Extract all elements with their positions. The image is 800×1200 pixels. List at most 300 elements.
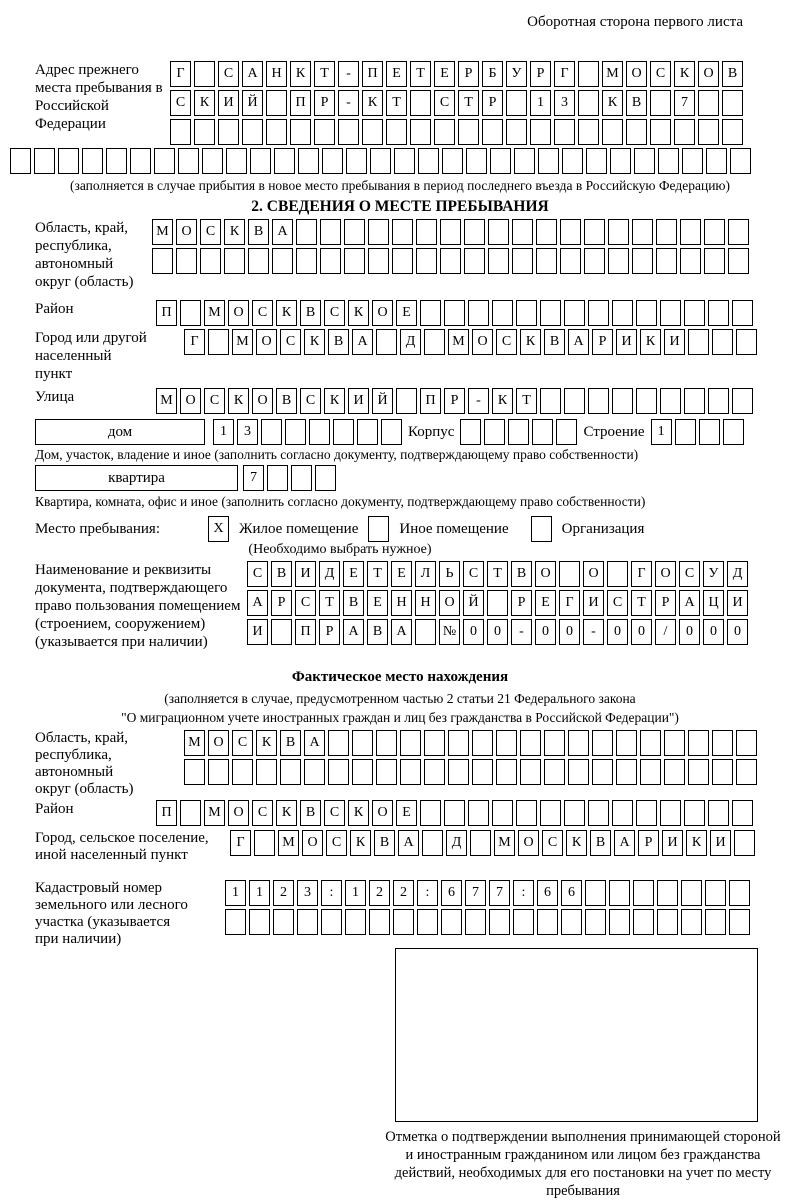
char-cell[interactable]: Г xyxy=(184,329,205,355)
char-cell[interactable] xyxy=(506,119,527,145)
char-cell[interactable] xyxy=(684,800,705,826)
char-cell[interactable] xyxy=(176,248,197,274)
char-cell[interactable] xyxy=(315,465,336,491)
char-cell[interactable]: С xyxy=(200,219,221,245)
char-cell[interactable] xyxy=(578,61,599,87)
char-cell[interactable]: Д xyxy=(446,830,467,856)
char-cell[interactable] xyxy=(152,248,173,274)
char-cell[interactable] xyxy=(489,909,510,935)
char-cell[interactable] xyxy=(180,300,201,326)
char-cell[interactable]: Д xyxy=(727,561,748,587)
char-cell[interactable] xyxy=(344,219,365,245)
char-cell[interactable] xyxy=(290,119,311,145)
char-cell[interactable]: М xyxy=(184,730,205,756)
char-cell[interactable] xyxy=(698,119,719,145)
char-cell[interactable] xyxy=(352,759,373,785)
char-cell[interactable] xyxy=(320,248,341,274)
char-cell[interactable]: А xyxy=(679,590,700,616)
char-cell[interactable] xyxy=(472,759,493,785)
char-cell[interactable]: Е xyxy=(396,300,417,326)
char-cell[interactable]: К xyxy=(228,388,249,414)
char-cell[interactable]: Т xyxy=(367,561,388,587)
char-cell[interactable] xyxy=(681,909,702,935)
char-cell[interactable]: И xyxy=(348,388,369,414)
char-cell[interactable] xyxy=(448,759,469,785)
char-cell[interactable]: К xyxy=(350,830,371,856)
char-cell[interactable]: А xyxy=(391,619,412,645)
char-cell[interactable]: О xyxy=(228,800,249,826)
char-cell[interactable] xyxy=(200,248,221,274)
char-cell[interactable]: У xyxy=(703,561,724,587)
char-cell[interactable]: 0 xyxy=(607,619,628,645)
char-cell[interactable]: И xyxy=(295,561,316,587)
char-cell[interactable] xyxy=(496,759,517,785)
char-cell[interactable]: В xyxy=(276,388,297,414)
char-cell[interactable] xyxy=(291,465,312,491)
char-cell[interactable] xyxy=(636,800,657,826)
char-cell[interactable]: М xyxy=(152,219,173,245)
char-cell[interactable] xyxy=(442,148,463,174)
char-cell[interactable]: О xyxy=(180,388,201,414)
char-cell[interactable] xyxy=(636,300,657,326)
char-cell[interactable] xyxy=(321,909,342,935)
char-cell[interactable] xyxy=(386,119,407,145)
char-cell[interactable] xyxy=(496,730,517,756)
char-cell[interactable]: С xyxy=(252,300,273,326)
char-cell[interactable]: И xyxy=(710,830,731,856)
char-cell[interactable]: Г xyxy=(631,561,652,587)
char-cell[interactable] xyxy=(362,119,383,145)
char-cell[interactable]: М xyxy=(494,830,515,856)
checkbox-other-premises[interactable] xyxy=(368,516,389,542)
char-cell[interactable] xyxy=(225,909,246,935)
char-cell[interactable] xyxy=(285,419,306,445)
char-cell[interactable] xyxy=(418,148,439,174)
char-cell[interactable] xyxy=(537,909,558,935)
char-cell[interactable]: С xyxy=(232,730,253,756)
char-cell[interactable] xyxy=(708,800,729,826)
char-cell[interactable] xyxy=(657,880,678,906)
char-cell[interactable] xyxy=(154,148,175,174)
char-cell[interactable] xyxy=(736,730,757,756)
char-cell[interactable] xyxy=(602,119,623,145)
char-cell[interactable]: И xyxy=(727,590,748,616)
char-cell[interactable]: Й xyxy=(372,388,393,414)
char-cell[interactable] xyxy=(536,248,557,274)
char-cell[interactable]: Е xyxy=(535,590,556,616)
char-cell[interactable]: В xyxy=(300,300,321,326)
char-cell[interactable]: С xyxy=(542,830,563,856)
char-cell[interactable] xyxy=(208,329,229,355)
char-cell[interactable] xyxy=(256,759,277,785)
char-cell[interactable] xyxy=(656,248,677,274)
char-cell[interactable]: - xyxy=(338,90,359,116)
char-cell[interactable] xyxy=(554,119,575,145)
char-cell[interactable] xyxy=(273,909,294,935)
char-cell[interactable]: Б xyxy=(482,61,503,87)
char-cell[interactable]: О xyxy=(439,590,460,616)
char-cell[interactable]: 1 xyxy=(249,880,270,906)
char-cell[interactable] xyxy=(82,148,103,174)
char-cell[interactable]: А xyxy=(352,329,373,355)
char-cell[interactable]: Р xyxy=(592,329,613,355)
char-cell[interactable] xyxy=(633,880,654,906)
char-cell[interactable]: В xyxy=(626,90,647,116)
char-cell[interactable] xyxy=(106,148,127,174)
char-cell[interactable]: А xyxy=(242,61,263,87)
char-cell[interactable] xyxy=(688,730,709,756)
char-cell[interactable] xyxy=(254,830,275,856)
char-cell[interactable]: П xyxy=(420,388,441,414)
char-cell[interactable] xyxy=(396,388,417,414)
char-cell[interactable] xyxy=(376,329,397,355)
char-cell[interactable] xyxy=(578,119,599,145)
char-cell[interactable] xyxy=(698,90,719,116)
char-cell[interactable]: И xyxy=(247,619,268,645)
char-cell[interactable]: Д xyxy=(400,329,421,355)
char-cell[interactable] xyxy=(506,90,527,116)
char-cell[interactable]: В xyxy=(328,329,349,355)
char-cell[interactable]: Р xyxy=(458,61,479,87)
char-cell[interactable] xyxy=(444,300,465,326)
char-cell[interactable] xyxy=(706,148,727,174)
char-cell[interactable] xyxy=(633,909,654,935)
char-cell[interactable] xyxy=(722,119,743,145)
char-cell[interactable] xyxy=(296,248,317,274)
char-cell[interactable] xyxy=(722,90,743,116)
char-cell[interactable]: 2 xyxy=(273,880,294,906)
char-cell[interactable] xyxy=(266,119,287,145)
char-cell[interactable] xyxy=(513,909,534,935)
char-cell[interactable]: Е xyxy=(396,800,417,826)
char-cell[interactable]: № xyxy=(439,619,460,645)
char-cell[interactable] xyxy=(309,419,330,445)
char-cell[interactable]: К xyxy=(304,329,325,355)
char-cell[interactable]: Н xyxy=(415,590,436,616)
char-cell[interactable]: К xyxy=(348,300,369,326)
char-cell[interactable]: О xyxy=(626,61,647,87)
char-cell[interactable] xyxy=(592,759,613,785)
char-cell[interactable]: В xyxy=(271,561,292,587)
char-cell[interactable]: А xyxy=(272,219,293,245)
char-cell[interactable]: В xyxy=(280,730,301,756)
char-cell[interactable]: - xyxy=(511,619,532,645)
char-cell[interactable] xyxy=(376,730,397,756)
char-cell[interactable] xyxy=(608,248,629,274)
char-cell[interactable] xyxy=(728,219,749,245)
char-cell[interactable]: - xyxy=(338,61,359,87)
char-cell[interactable]: В xyxy=(374,830,395,856)
char-cell[interactable] xyxy=(232,759,253,785)
char-cell[interactable] xyxy=(226,148,247,174)
char-cell[interactable] xyxy=(441,909,462,935)
char-cell[interactable] xyxy=(704,248,725,274)
char-cell[interactable] xyxy=(458,119,479,145)
char-cell[interactable] xyxy=(400,759,421,785)
char-cell[interactable] xyxy=(656,219,677,245)
char-cell[interactable] xyxy=(266,90,287,116)
char-cell[interactable]: 6 xyxy=(537,880,558,906)
char-cell[interactable] xyxy=(345,909,366,935)
char-cell[interactable]: П xyxy=(295,619,316,645)
char-cell[interactable] xyxy=(612,388,633,414)
char-cell[interactable] xyxy=(272,248,293,274)
char-cell[interactable] xyxy=(723,419,744,445)
char-cell[interactable] xyxy=(250,148,271,174)
char-cell[interactable]: О xyxy=(176,219,197,245)
char-cell[interactable]: К xyxy=(362,90,383,116)
char-cell[interactable] xyxy=(732,388,753,414)
char-cell[interactable] xyxy=(381,419,402,445)
char-cell[interactable] xyxy=(632,248,653,274)
char-cell[interactable] xyxy=(728,248,749,274)
char-cell[interactable]: Т xyxy=(319,590,340,616)
char-cell[interactable] xyxy=(328,759,349,785)
char-cell[interactable]: С xyxy=(300,388,321,414)
char-cell[interactable] xyxy=(612,300,633,326)
char-cell[interactable]: Т xyxy=(487,561,508,587)
char-cell[interactable]: С xyxy=(607,590,628,616)
char-cell[interactable] xyxy=(540,388,561,414)
char-cell[interactable]: М xyxy=(204,800,225,826)
char-cell[interactable] xyxy=(544,759,565,785)
char-cell[interactable] xyxy=(562,148,583,174)
char-cell[interactable]: И xyxy=(664,329,685,355)
char-cell[interactable] xyxy=(712,759,733,785)
char-cell[interactable] xyxy=(420,300,441,326)
char-cell[interactable]: П xyxy=(156,800,177,826)
char-cell[interactable] xyxy=(530,119,551,145)
char-cell[interactable]: 1 xyxy=(213,419,234,445)
char-cell[interactable] xyxy=(712,730,733,756)
char-cell[interactable] xyxy=(304,759,325,785)
char-cell[interactable]: Е xyxy=(386,61,407,87)
char-cell[interactable]: В xyxy=(544,329,565,355)
char-cell[interactable]: Г xyxy=(230,830,251,856)
char-cell[interactable] xyxy=(346,148,367,174)
char-cell[interactable]: Р xyxy=(482,90,503,116)
char-cell[interactable]: Р xyxy=(655,590,676,616)
char-cell[interactable] xyxy=(568,730,589,756)
char-cell[interactable] xyxy=(650,119,671,145)
char-cell[interactable]: С xyxy=(496,329,517,355)
char-cell[interactable] xyxy=(608,219,629,245)
char-cell[interactable]: Д xyxy=(319,561,340,587)
char-cell[interactable]: 6 xyxy=(441,880,462,906)
char-cell[interactable] xyxy=(559,561,580,587)
char-cell[interactable] xyxy=(520,730,541,756)
char-cell[interactable] xyxy=(516,300,537,326)
char-cell[interactable] xyxy=(444,800,465,826)
char-cell[interactable]: К xyxy=(276,300,297,326)
char-cell[interactable] xyxy=(468,800,489,826)
char-cell[interactable]: В xyxy=(248,219,269,245)
char-cell[interactable] xyxy=(488,219,509,245)
char-cell[interactable] xyxy=(688,759,709,785)
char-cell[interactable]: Т xyxy=(516,388,537,414)
char-cell[interactable] xyxy=(610,148,631,174)
char-cell[interactable] xyxy=(472,730,493,756)
char-cell[interactable]: 2 xyxy=(393,880,414,906)
char-cell[interactable] xyxy=(208,759,229,785)
char-cell[interactable]: К xyxy=(674,61,695,87)
char-cell[interactable]: 7 xyxy=(465,880,486,906)
char-cell[interactable] xyxy=(464,248,485,274)
char-cell[interactable]: : xyxy=(513,880,534,906)
char-cell[interactable] xyxy=(705,880,726,906)
char-cell[interactable]: А xyxy=(247,590,268,616)
char-cell[interactable]: И xyxy=(583,590,604,616)
char-cell[interactable] xyxy=(516,800,537,826)
char-cell[interactable] xyxy=(466,148,487,174)
char-cell[interactable]: Н xyxy=(391,590,412,616)
char-cell[interactable]: В xyxy=(511,561,532,587)
char-cell[interactable] xyxy=(712,329,733,355)
char-cell[interactable] xyxy=(271,619,292,645)
char-cell[interactable] xyxy=(280,759,301,785)
char-cell[interactable] xyxy=(699,419,720,445)
char-cell[interactable] xyxy=(410,90,431,116)
char-cell[interactable]: Г xyxy=(559,590,580,616)
char-cell[interactable]: Т xyxy=(631,590,652,616)
char-cell[interactable] xyxy=(392,219,413,245)
char-cell[interactable]: 0 xyxy=(631,619,652,645)
char-cell[interactable]: О xyxy=(518,830,539,856)
char-cell[interactable]: О xyxy=(655,561,676,587)
char-cell[interactable] xyxy=(540,300,561,326)
char-cell[interactable] xyxy=(682,148,703,174)
char-cell[interactable]: О xyxy=(372,300,393,326)
char-cell[interactable]: С xyxy=(324,800,345,826)
char-cell[interactable] xyxy=(708,388,729,414)
char-cell[interactable] xyxy=(564,388,585,414)
char-cell[interactable] xyxy=(560,219,581,245)
char-cell[interactable] xyxy=(514,148,535,174)
char-cell[interactable]: Е xyxy=(367,590,388,616)
char-cell[interactable] xyxy=(578,90,599,116)
char-cell[interactable] xyxy=(732,800,753,826)
char-cell[interactable]: И xyxy=(218,90,239,116)
char-cell[interactable] xyxy=(592,730,613,756)
char-cell[interactable] xyxy=(376,759,397,785)
char-cell[interactable] xyxy=(490,148,511,174)
char-cell[interactable]: Т xyxy=(314,61,335,87)
char-cell[interactable] xyxy=(338,119,359,145)
char-cell[interactable]: Ь xyxy=(439,561,460,587)
char-cell[interactable]: - xyxy=(468,388,489,414)
char-cell[interactable] xyxy=(344,248,365,274)
char-cell[interactable] xyxy=(688,329,709,355)
char-cell[interactable] xyxy=(520,759,541,785)
char-cell[interactable] xyxy=(684,300,705,326)
char-cell[interactable] xyxy=(470,830,491,856)
char-cell[interactable]: О xyxy=(583,561,604,587)
char-cell[interactable] xyxy=(320,219,341,245)
char-cell[interactable]: Г xyxy=(554,61,575,87)
char-cell[interactable] xyxy=(184,759,205,785)
char-cell[interactable] xyxy=(729,880,750,906)
char-cell[interactable] xyxy=(369,909,390,935)
char-cell[interactable]: О xyxy=(535,561,556,587)
char-cell[interactable] xyxy=(170,119,191,145)
char-cell[interactable] xyxy=(512,248,533,274)
char-cell[interactable]: Е xyxy=(343,561,364,587)
char-cell[interactable]: Е xyxy=(434,61,455,87)
char-cell[interactable]: И xyxy=(616,329,637,355)
char-cell[interactable] xyxy=(130,148,151,174)
char-cell[interactable] xyxy=(440,219,461,245)
char-cell[interactable] xyxy=(424,759,445,785)
char-cell[interactable] xyxy=(440,248,461,274)
char-cell[interactable]: Ц xyxy=(703,590,724,616)
char-cell[interactable] xyxy=(675,419,696,445)
char-cell[interactable]: О xyxy=(372,800,393,826)
char-cell[interactable]: - xyxy=(583,619,604,645)
char-cell[interactable]: / xyxy=(655,619,676,645)
char-cell[interactable]: В xyxy=(300,800,321,826)
char-cell[interactable]: : xyxy=(417,880,438,906)
char-cell[interactable]: К xyxy=(492,388,513,414)
char-cell[interactable] xyxy=(368,248,389,274)
char-cell[interactable] xyxy=(484,419,505,445)
char-cell[interactable]: В xyxy=(722,61,743,87)
char-cell[interactable]: 1 xyxy=(651,419,672,445)
char-cell[interactable]: О xyxy=(472,329,493,355)
char-cell[interactable]: 1 xyxy=(225,880,246,906)
char-cell[interactable] xyxy=(328,730,349,756)
char-cell[interactable]: К xyxy=(520,329,541,355)
char-cell[interactable]: К xyxy=(324,388,345,414)
char-cell[interactable]: 0 xyxy=(487,619,508,645)
char-cell[interactable]: С xyxy=(650,61,671,87)
char-cell[interactable] xyxy=(705,909,726,935)
char-cell[interactable] xyxy=(564,800,585,826)
char-cell[interactable]: 7 xyxy=(489,880,510,906)
char-cell[interactable] xyxy=(34,148,55,174)
char-cell[interactable] xyxy=(194,119,215,145)
char-cell[interactable]: С xyxy=(204,388,225,414)
char-cell[interactable]: П xyxy=(362,61,383,87)
char-cell[interactable]: М xyxy=(204,300,225,326)
char-cell[interactable] xyxy=(588,300,609,326)
char-cell[interactable] xyxy=(650,90,671,116)
char-cell[interactable] xyxy=(708,300,729,326)
char-cell[interactable] xyxy=(536,219,557,245)
char-cell[interactable]: К xyxy=(276,800,297,826)
char-cell[interactable]: М xyxy=(232,329,253,355)
char-cell[interactable]: П xyxy=(156,300,177,326)
char-cell[interactable]: А xyxy=(304,730,325,756)
checkbox-organization[interactable] xyxy=(531,516,552,542)
char-cell[interactable]: Г xyxy=(170,61,191,87)
char-cell[interactable]: А xyxy=(568,329,589,355)
char-cell[interactable] xyxy=(640,759,661,785)
char-cell[interactable] xyxy=(333,419,354,445)
char-cell[interactable] xyxy=(492,800,513,826)
char-cell[interactable]: 3 xyxy=(297,880,318,906)
char-cell[interactable] xyxy=(585,909,606,935)
char-cell[interactable]: О xyxy=(228,300,249,326)
char-cell[interactable] xyxy=(492,300,513,326)
char-cell[interactable]: О xyxy=(256,329,277,355)
char-cell[interactable] xyxy=(420,800,441,826)
char-cell[interactable]: Р xyxy=(271,590,292,616)
char-cell[interactable] xyxy=(488,248,509,274)
char-cell[interactable] xyxy=(465,909,486,935)
char-cell[interactable] xyxy=(609,880,630,906)
char-cell[interactable] xyxy=(564,300,585,326)
char-cell[interactable] xyxy=(357,419,378,445)
